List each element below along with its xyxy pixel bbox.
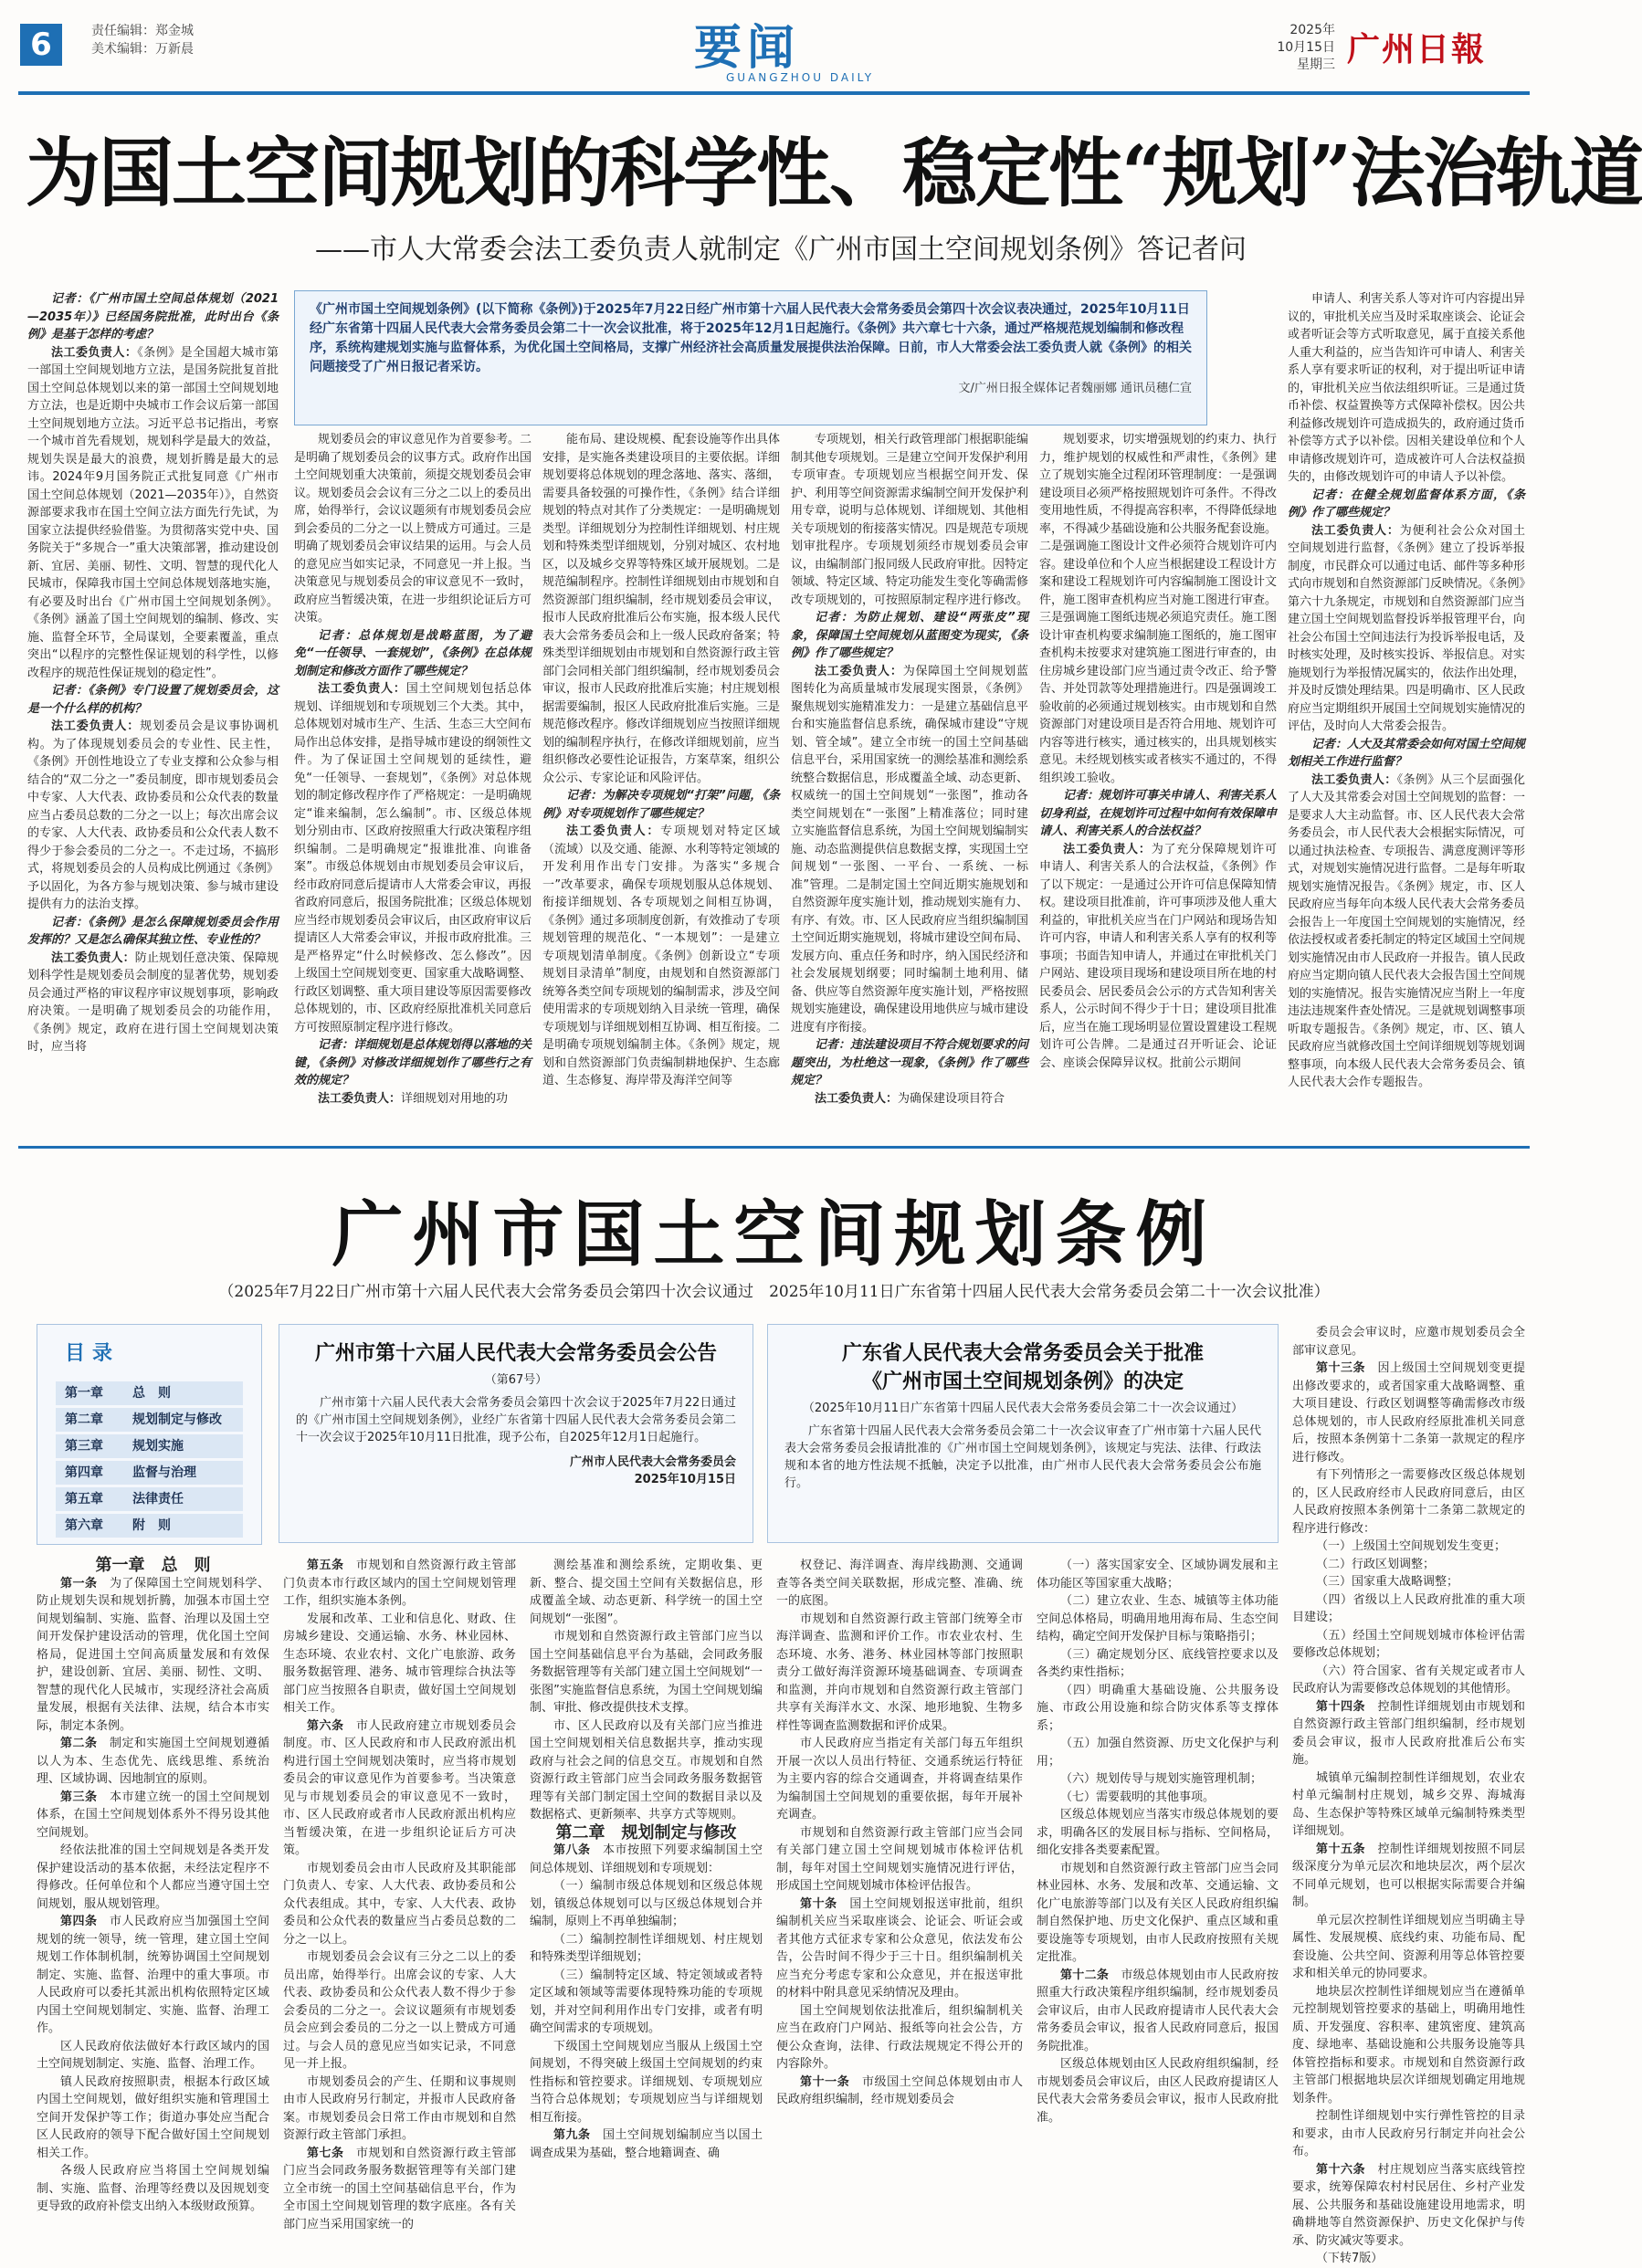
art-editor-line: 美术编辑：万新晨 — [91, 42, 194, 57]
paragraph: （一）上级国土空间规划发生变更； — [1316, 1539, 1507, 1553]
article-text: 因上级国土空间规划变更提出修改要求的，或者国家重大战略调整、重大项目建设、行政区划调整等确需修改市级总体规划的，市人民政府经原批准机关同意后，按照本条例第十二条第一款规定的程序进行修改。 — [1292, 1361, 1525, 1465]
regulation-column-4 — [776, 1557, 1023, 2200]
interview-answer — [27, 344, 279, 683]
paragraph: 控制性详细规划中实行弹性管控的目录和要求，由市人民政府另行制定并向社会公布。 — [1292, 2109, 1525, 2158]
article — [776, 2074, 1023, 2109]
interview-answer — [27, 950, 279, 1056]
toc-chapter-number: 第四章 — [65, 1465, 103, 1480]
chapter-heading: 第一章 总 则 — [95, 1556, 211, 1575]
interview-question: 记者：规划许可事关申请人、利害关系人切身利益，在规划许可过程中如何有效保障申请人、利害关系人的合法权益？ — [1039, 789, 1278, 838]
paragraph: 市、区人民政府以及有关部门应当推进国土空间规划相关信息数据共享，推动实现政府与社会之间的信息交互。市规划和自然资源行政主管部门应当会同政务服务数据管理等有关部门制定国土空间的数据目录以及数据格式、更新频率、共享方式等规则。 — [530, 1718, 763, 1822]
article — [37, 1913, 269, 2038]
decision-body: 广东省第十四届人民代表大会常务委员会第二十一次会议审查了广州市第十六届人民代表大会常务委员会报请批准的《广州市国土空间规划条例》，该规定与宪法、法律、行政法规和本省的地方性法规不抵触，决定予以批准，由广州市人民代表大会常务委员会公布施行。 — [784, 1424, 1261, 1490]
toc-item — [56, 1514, 243, 1538]
interview-answer — [1039, 841, 1277, 1073]
article-label: 第二条 — [60, 1737, 110, 1750]
paragraph: 城镇单元编制控制性详细规划，农业农村单元编制村庄规划，城乡交界、海城海岛、生态保护等特殊区域单元编制特殊类型详细规划。 — [1292, 1770, 1525, 1838]
announcement-signature — [296, 1454, 736, 1488]
toc-chapter-number: 第二章 — [65, 1412, 103, 1427]
article-text: 市级总体规划由市人民政府按照重大行政决策程序组织编制，经市规划委员会审议后，由市人民政府提请市人民代表大会常务委员会审议，报省人民政府同意后，报国务院批准。 — [1037, 1968, 1279, 2053]
interview-question: 记者：违法建设项目不符合规划要求的问题突出，为杜绝这一现象，《条例》作了哪些规定？ — [791, 1038, 1029, 1087]
article-label: 第九条 — [553, 2128, 603, 2142]
intro-text: 《广州市国土空间规划条例》(以下简称《条例》)于2025年7月22日经广州市第十六届人民代表大会常务委员会第四十次会议表决通过，2025年10月11日经广东省第十四届人民代表大会常务委员会第二十一次会议批准，将于2025年12月1日起施行。《条例》共六章七十六条，通过严格规范规划编制和修改程序，系统构建规划实施与监督体系，为优化国土空间格局，支撑广州经济社会高质量发展提供法治保障。日前，市人大常委会法工委负责人就《条例》的相关问题接受了广州日报记者采访。 — [310, 302, 1192, 374]
paragraph: 委员会会审议时，应邀市规划委员会全部审议意见。 — [1292, 1326, 1525, 1358]
article-text: 村庄规划应当落实底线管控要求，统筹保障农村村民居住、乡村产业发展、公共服务和基础设施建设用地需求，明确耕地等自然资源保护、历史文化保护与传承、防灾减灾等要求。 — [1292, 2162, 1525, 2248]
toc-chapter-number: 第六章 — [65, 1518, 103, 1533]
answer-speaker: 法工委负责人： — [1063, 842, 1152, 856]
answer-speaker: 法工委负责人： — [815, 664, 903, 678]
paragraph: 市规划委员会会议有三分之二以上的委员出席，始得举行。出席会议的专家、人大代表、政协委员和公众代表人数不得少于参会委员的二分之一。会议议题须有市规划委员会应到会委员的二分之一以上赞成方可通过。与会人员的意见应当如实记录，不同意见一并上报。 — [283, 1950, 516, 2071]
paragraph: 有下列情形之一需要修改区级总体规划的，区人民政府经市人民政府同意后，由区人民政府按照本条例第十二条第二款规定的程序进行修改： — [1292, 1468, 1525, 1536]
article-label: 第八条 — [553, 1843, 603, 1857]
answer-text: 专项规划对特定区域（流域）以及交通、能源、水利等特定领域的开发利用作出专门安排。为落实“多规合一”改革要求，确保专项规划服从总体规划、衔接详细规划、各专项规划之间相互协调，《条例》通过多项制度创新，有效推动了专项规划管理的规范化、“一本规划”：一是建立专项规划清单制度。《条例》创新设立“专项规划目录清单”制度，由规划和自然资源部门统筹各类空间专项规划的编制需求，涉及空间使用需求的专项规划纳入目录统一管理，确保专项规划与详细规划相互协调、相互衔接。二是明确专项规划编制主体。《条例》规定，规划和自然资源部门负责编制耕地保护、生态廊道、生态修复、海岸带及海洋空间等 — [542, 824, 781, 1087]
interview-answer — [27, 718, 279, 914]
issue-month-day: 10月15日 — [1277, 40, 1335, 55]
answer-text: 为保障国土空间规划蓝图转化为高质量城市发展现实图景，《条例》聚焦规划实施精准发力：一是建立基础信息平台和实施监督信息系统，确保城市建设“守规划、管全域”。建立全市统一的国土空间基础信息平台，采用国家统一的测绘基准和测绘系统整合数据信息，形成覆盖全域、动态更新、权威统一的国土空间规划“一张图”，推动各类空间规划在“一张图”上精准落位；同时建立实施监督信息系统，为国土空间规划编制实施、动态监测提供信息数据支撑，实现国土空间规划“一张图、一平台、一系统、一标准”管理。二是制定国土空间近期实施规划和自然资源年度实施计划，推动规划实施有力、有序、有效。市、区人民政府应当组织编制国土空间近期实施规划，将城市建设空间布局、发展方向、重点任务和时序，纳入国民经济和社会发展规划纲要；同时编制土地利用、储备、供应等自然资源年度实施计划，严格按照规划实施建设，确保建设用地供应与城市建设进度有序衔接。 — [791, 664, 1029, 1034]
issue-weekday: 星期三 — [1297, 58, 1335, 72]
decision-title-1: 广东省人民代表大会常务委员会关于批准 — [841, 1341, 1204, 1365]
announcement-number: （第67号） — [484, 1373, 548, 1387]
paragraph: 下级国土空间规划应当服从上级国土空间规划，不得突破上级国土空间规划的约束性指标和管控要求。详细规划、专项规划应当符合总体规划；专项规划应当与详细规划相互衔接。 — [530, 2039, 763, 2125]
toc-chapter-name: 附 则 — [132, 1518, 171, 1533]
interview-question: 记者：《条例》专门设置了规划委员会，这是一个什么样的机构？ — [27, 684, 279, 716]
article-text: 控制性详细规划按照不同层级深度分为单元层次和地块层次，两个层次不同单元规划，也可以根据实际需要合并编制。 — [1292, 1842, 1525, 1909]
paragraph: （五）加强自然资源、历史文化保护与利用； — [1037, 1737, 1279, 1769]
toc-item — [56, 1408, 243, 1432]
article — [1292, 1360, 1525, 1466]
paragraph: 区人民政府依法做好本行政区域内的国土空间规划制定、实施、监督、治理工作。 — [37, 2039, 269, 2071]
answer-text: 详细规划对用地的功 — [401, 1091, 509, 1106]
paragraph: 单元层次控制性详细规划应当明确主导属性、发展规模、底线约束、功能布局、配套设施、公共空间、资源利用等总体管控要求和相关单元的协同要求。 — [1292, 1913, 1525, 1980]
answer-text: 《条例》从三个层面强化了人大及其常委会对国土空间规划的监督：一是要求人大主动监督。市、区人民代表大会常务委员会，市人民代表大会根据实际情况，可以通过执法检查、专项报告、满意度测评等形式，对规划实施情况进行监督。二是每年听取规划实施情况报告。《条例》规定，市、区人民政府应当每年向本级人民代表大会常务委员会报告上一年度国土空间规划的实施情况，经依法授权或者委托制定的特定区域国土空间规划实施情况由市人民政府一并报告。镇人民政府应当定期向镇人民代表大会报告国土空间规划的实施情况。报告实施情况应当附上一年度违法违规案件查处情况。三是就规划调整事项听取专题报告。《条例》规定，市、区、镇人民政府应当就修改国土空间详细规划等规划调整事项，向本级人民代表大会常务委员会、镇人民代表大会作专题报告。 — [1288, 772, 1526, 1089]
paragraph: （下转7版） — [1316, 2252, 1384, 2265]
paragraph: 专项规划，相关行政管理部门根据职能编制其他专项规划。三是建立空间开发保护利用专项审查。专项规划应当根据空间开发、保护、利用等空间资源需求编制空间开发保护利用专章，说明与总体规划、详细规划、其他相关专项规划的衔接落实情况。四是规范专项规划审批程序。专项规划须经市规划委员会审议，由编制部门报同级人民政府审批。因特定领域、特定区域、特定功能发生变化等确需修改专项规划的，可按照原制定程序进行修改。 — [791, 433, 1029, 607]
regulation-column-3 — [530, 1557, 763, 2200]
regulation-column-1 — [37, 1556, 269, 2213]
article-text: 国土空间规划报送审批前，组织编制机关应当采取座谈会、论证会、听证会或者其他方式征求专家和公众意见，依法发布公告，公告时间不得少于三十日。组织编制机关应当充分考虑专家和公众意见，并在报送审批的材料中附具意见采纳情况及理由。 — [776, 1896, 1023, 2000]
toc-chapter-name: 规划制定与修改 — [132, 1412, 222, 1427]
paragraph: （三）确定规划分区、底线管控要求以及各类约束性指标； — [1037, 1647, 1279, 1679]
interview-question: 记者：详细规划是总体规划得以落地的关键，《条例》对修改详细规划作了哪些行之有效的规定？ — [294, 1038, 532, 1087]
header-divider — [18, 91, 1530, 95]
answer-speaker: 法工委负责人： — [51, 719, 141, 733]
intro-box — [294, 290, 1207, 425]
interview-column-4 — [791, 431, 1028, 1135]
article — [1292, 2161, 1525, 2251]
toc-chapter-name: 总 则 — [132, 1386, 171, 1401]
answer-speaker: 法工委负责人： — [566, 824, 661, 838]
article — [530, 1842, 763, 1877]
article-text: 市人民政府应当加强国土空间规划的统一领导，统一管理，建立国土空间规划工作体制机制，统筹协调国土空间规划制定、实施、监督、治理中的重大事项。市人民政府可以委托其派出机构依照特定区域内国土空间规划制定、实施、监督、治理工作。 — [37, 1915, 269, 2035]
article-label: 第四条 — [60, 1915, 110, 1928]
paragraph: （二）行政区划调整； — [1316, 1557, 1436, 1571]
answer-text: 为了充分保障规划许可申请人、利害关系人的合法权益，《条例》作了以下规定：一是通过公开许可信息保障知情权。建设项目批准前，许可事项涉及他人重大利益的，审批机关应当在门户网站和现场告知许可内容，申请人和利害关系人享有的权利等事项；书面告知申请人，并通过在审批机关门户网站、建设项目现场和建设项目所在地的村民委员会、居民委员会公示的方式告知利害关系人，公示时间不得少于十日；建设项目批准后，应当在施工现场明显位置设置建设工程规划许可公告牌。二是通过召开听证会、论证会、座谈会保障异议权。批前公示期间 — [1039, 842, 1278, 1070]
paragraph: 镇人民政府按照职责，根据本行政区域内国土空间规划，做好组织实施和管理国土空间开发保护等工作；街道办事处应当配合区人民政府的领导下配合做好国土空间规划相关工作。 — [37, 2074, 269, 2160]
paragraph: （六）规划传导与规划实施管理机制； — [1060, 1772, 1263, 1786]
interview-question: 记者：在健全规划监督体系方面，《条例》作了哪些规定？ — [1288, 488, 1525, 520]
article-label: 第十三条 — [1316, 1361, 1378, 1375]
paragraph: 各级人民政府应当将国土空间规划编制、实施、监督、治理等经费以及因规划变更导致的政府补偿支出纳入本级财政预算。 — [37, 2164, 269, 2213]
section-divider — [18, 1146, 1530, 1149]
paragraph: 权登记、海洋调查、海岸线勘测、交通调查等各类空间关联数据，形成完整、准确、统一的底图。 — [776, 1559, 1023, 1608]
editor-line: 责任编辑：郑金城 — [91, 24, 194, 38]
article — [776, 1895, 1023, 2002]
toc-chapter-name: 法律责任 — [132, 1492, 184, 1507]
paragraph: 测绘基准和测绘系统，定期收集、更新、整合、提交国土空间有关数据信息，形成覆盖全域、动态更新、科学统一的国土空间规划“一张图”。 — [530, 1559, 763, 1626]
article — [1292, 1698, 1525, 1769]
interview-answer — [294, 1090, 532, 1108]
sub-headline: ——市人大常委会法工委负责人就制定《广州市国土空间规划条例》答记者问 — [315, 234, 1247, 266]
interview-question: 记者：《条例》是怎么保障规划委员会作用发挥的？又是怎么确保其独立性、专业性的？ — [27, 915, 279, 947]
paragraph: （四）省级以上人民政府批准的重大项目建设； — [1292, 1592, 1525, 1624]
interview-answer — [791, 663, 1028, 1037]
toc-chapter-name: 监督与治理 — [132, 1465, 196, 1480]
paragraph: （二）编制控制性详细规划、村庄规划和特殊类型详细规划； — [530, 1932, 763, 1964]
article — [283, 1557, 516, 1611]
article-text: 国土空间规划编制应当以国土调查成果为基础，整合地籍调查、确 — [530, 2128, 763, 2160]
answer-speaker: 法工委负责人： — [51, 345, 138, 360]
paragraph: 经依法批准的国土空间规划是各类开发保护建设活动的基本依据，未经法定程序不得修改。任何单位和个人都应当遵守国土空间规划，服从规划管理。 — [37, 1843, 269, 1911]
article-label: 第十二条 — [1060, 1968, 1121, 1982]
article-text: 市人民政府建立市规划委员会制度。市、区人民政府和市人民政府派出机构进行国土空间规划决策时，应当将市规划委员会的审议意见作为首要参考。当决策意见与市规划委员会的审议意见不一致时，市、区人民政府或者市人民政府派出机构应当暂缓决策，在进一步组织论证后方可决策。 — [283, 1718, 516, 1857]
interview-question: 记者：为解决专项规划“打架”问题，《条例》对专项规划作了哪些规定？ — [542, 789, 780, 821]
article-text: 为了保障国土空间规划科学、防止规划失误和规划折腾，加强本市国土空间规划编制、实施、监督、治理以及国土空间开发保护建设活动的管理，优化国土空间格局，促进国土空间高质量发展和有效保护，建设创新、宜居、美丽、韧性、文明、智慧的现代化人民城市，实现经济社会高质量发展，根据有关法律、法规，结合本市实际，制定本条例。 — [37, 1576, 269, 1733]
toc-chapter-name: 规划实施 — [132, 1439, 184, 1454]
page-number: 6 — [20, 24, 62, 66]
paragraph: 市人民政府应当指定有关部门每五年组织开展一次以人员出行特征、交通系统运行特征为主要内容的综合交通调查，并将调查结果作为编制国土空间规划的重要依据，每年开展补充调查。 — [776, 1737, 1023, 1822]
paragraph: 规划委员会的审议意见作为首要参考。二是明确了规划委员会的议事方式。政府作出国土空间规划重大决策前，须提交规划委员会审议。规划委员会会议有三分之二以上的委员出席，始得举行，会议议题须有市规划委员会应到会委员的二分之一以上赞成方可通过。三是明确了规划委员会审议结果的运用。与会人员的意见应当如实记录，不同意见一并上报。当决策意见与规划委员会的审议意见不一致时，政府应当暂缓决策，在进一步组织论证后方可决策。 — [294, 433, 532, 625]
paragraph: 申请人、利害关系人等对许可内容提出异议的，审批机关应当及时采取座谈会、论证会或者听证会等方式听取意见，属于直接关系他人重大利益的，应当告知许可申请人、利害关系人享有要求听证的权利，对于提出听证申请的，审批机关应当依法组织听证。三是通过货币补偿、权益置换等方式保障补偿权。因公共利益修改规划许可造成损失的，政府通过货币补偿等方式予以补偿。因相关建设单位和个人申请修改规划许可，造成被许可人合法权益损失的，由修改规划许可的申请人予以补偿。 — [1288, 292, 1526, 484]
paragraph: 市规划委员会的产生、任期和议事规则由市人民政府另行制定，并报市人民政府备案。市规划委员会日常工作由市规划和自然资源行政主管部门承担。 — [283, 2074, 516, 2142]
article-label: 第十条 — [800, 1896, 850, 1911]
article — [37, 1575, 269, 1736]
article-text: 市规划和自然资源行政主管部门负责本市行政区域内的国土空间规划管理工作，组织实施本条例。 — [283, 1559, 516, 1608]
paragraph: 市规划和自然资源行政主管部门应当会同林业园林、水务、发展和改革、交通运输、文化广电旅游等部门以及有关区人民政府组织编制自然保护地、历史文化保护、重点区域和重要设施等专项规划，由市人民政府按照有关规定批准。 — [1037, 1861, 1279, 1964]
chapter-heading: 第二章 规划制定与修改 — [555, 1822, 737, 1843]
article — [1037, 1967, 1279, 2056]
article-text: 本市按照下列要求编制国土空间总体规划、详细规划和专项规划： — [530, 1843, 763, 1875]
answer-speaker: 法工委负责人： — [51, 950, 135, 965]
interview-column-3 — [542, 431, 780, 1135]
toc-chapter-number: 第五章 — [65, 1492, 103, 1507]
interview-column-6 — [1288, 290, 1525, 1135]
article-label: 第五条 — [307, 1559, 356, 1572]
paragraph: （六）符合国家、省有关规定或者市人民政府认为需要修改总体规划的其他情形。 — [1292, 1664, 1525, 1696]
article-label: 第十六条 — [1316, 2162, 1378, 2177]
approval-decision — [767, 1324, 1279, 1543]
issue-date — [1269, 22, 1335, 74]
interview-answer — [791, 1090, 1028, 1108]
section-title: 要闻 — [694, 20, 801, 76]
toc-item — [56, 1434, 243, 1458]
interview-column-5 — [1039, 431, 1277, 1135]
answer-text: 国土空间规划包括总体规划、详细规划和专项规划三个大类。其中，总体规划对城市生产、生活、生态三大空间布局作出总体安排，是指导城市建设的纲领性文件。为了保证国土空间规划的延续性，避免“一任领导、一套规划”，《条例》对总体规划的制定修改程序作了严格规定：一是明确规定“谁来编制，怎么编制”。市、区级总体规划分别由市、区政府按照重大行政决策程序组织编制。二是明确规定“报谁批准、向谁备案”。市级总体规划由市规划委员会审议后，经市政府同意后提请市人大常委会审议，再报省政府同意后，报国务院批准；区级总体规划应当经市规划委员会审议后，由区政府审议后提请区人大常委会审议，并报市政府批准。三是严格界定“什么时候修改、怎么修改”。因上级国土空间规划变更、国家重大战略调整、行政区划调整、重大项目建设等原因需要修改总体规划的，市、区政府经原批准机关同意后方可按照原制定程序进行修改。 — [294, 682, 532, 1034]
announcement-body: 广州市第十六届人民代表大会常务委员会第四十次会议于2025年7月22日通过的《广州市国土空间规划条例》，业经广东省第十四届人民代表大会常务委员会第二十一次会议于2025年10月11日批准，现予公布，自2025年12月1日起施行。 — [296, 1396, 736, 1444]
section-subtitle: GUANGZHOU DAILY — [726, 71, 875, 84]
article-text: 本市建立统一的国土空间规划体系，在国土空间规划体系外不得另设其他空间规划。 — [37, 1790, 269, 1840]
article-label: 第六条 — [307, 1718, 356, 1733]
issue-year: 2025年 — [1289, 23, 1335, 37]
interview-question: 记者：总体规划是战略蓝图，为了避免“一任领导、一套规划”，《条例》在总体规划制定和修改方面作了哪些规定？ — [294, 628, 532, 678]
article — [1292, 1841, 1525, 1912]
paragraph: （一）落实国家安全、区域协调发展和主体功能区等国家重大战略； — [1037, 1559, 1279, 1591]
paragraph: 地块层次控制性详细规划应当在遵循单元控制规划管控要求的基础上，明确用地性质、开发强度、容积率、建筑密度、建筑高度、绿地率、基础设施和公共服务设施等具体管控指标和要求。市规划和自然资源行政主管部门根据地块层次详细规划确定用地规划条件。 — [1292, 1984, 1525, 2105]
standing-committee-announcement — [279, 1324, 753, 1543]
toc-chapter-number: 第三章 — [65, 1439, 103, 1454]
regulation-title: 广州市国土空间规划条例 — [332, 1193, 1216, 1276]
article-label: 第一条 — [60, 1576, 110, 1591]
paragraph: （三）国家重大战略调整； — [1316, 1575, 1459, 1589]
announcement-title: 广州市第十六届人民代表大会常务委员会公告 — [314, 1341, 717, 1365]
paragraph: （五）经国土空间规划城市体检评估需要修改总体规划； — [1292, 1628, 1525, 1660]
article — [37, 1735, 269, 1789]
paragraph: 市规划和自然资源行政主管部门应当会同有关部门建立国土空间规划城市体检评估机制，每年对国土空间规划实施情况进行评估，形成国土空间规划城市体检评估报告。 — [776, 1825, 1023, 1893]
article-label: 第十一条 — [800, 2074, 862, 2089]
interview-column-1 — [27, 290, 279, 1135]
interview-question: 记者：为防止规划、建设“两张皮”现象，保障国土空间规划从蓝图变为现实，《条例》作了哪些规定？ — [791, 611, 1028, 660]
paragraph: （七）需要载明的其他事项。 — [1060, 1790, 1216, 1804]
article-label: 第三条 — [60, 1790, 110, 1804]
interview-question: 记者：《广州市国土空间总体规划（2021—2035年）》已经国务院批准，此时出台《条例》是基于怎样的考虑？ — [27, 292, 279, 341]
regulation-right-column — [1292, 1324, 1525, 2265]
byline: 文/广州日报全媒体记者魏丽娜 通讯员穗仁宣 — [958, 382, 1192, 395]
toc-item — [56, 1487, 243, 1511]
regulation-column-2 — [283, 1557, 516, 2231]
paragraph: （一）编制市级总体规划和区级总体规划，镇级总体规划可以与区级总体规划合并编制，原则上不再单独编制； — [530, 1879, 763, 1928]
answer-speaker: 法工委负责人： — [318, 682, 406, 696]
paragraph: 市规划和自然资源行政主管部门统筹全市海洋调查、监测和评价工作。市农业农村、生态环境、水务、港务、林业园林等部门按照职责分工做好海洋资源环境基础调查、专项调查和监测，并向市规划和自然资源行政主管部门共享有关海洋水文、水深、地形地貌、生物多样性等调查监测数据和评价成果。 — [776, 1612, 1023, 1733]
article — [283, 2145, 516, 2234]
article — [283, 1717, 516, 1860]
paragraph: 能布局、建设规模、配套设施等作出具体安排，是实施各类建设项目的主要依据。详细规划要将总体规划的理念落地、落实、落细，需要具备较强的可操作性，《条例》结合详细规划的特点对其作了分类规定：一是明确规划类型。详细规划分为控制性详细规划、村庄规划和特殊类型详细规划，分别对城区、农村地区，以及城乡交界等特殊区域开展规划。二是规范编制程序。控制性详细规划由市规划和自然资源部门组织编制，经市规划委员会审议，报市人民政府批准后公布实施，报本级人民代表大会常务委员会和上一级人民政府备案；特殊类型详细规划由市规划和自然资源行政主管部门会同相关部门组织编制，经市规划委员会审议，报市人民政府批准后实施；村庄规划根据需要编制，报区人民政府批准后实施。三是规范修改程序。修改详细规划应当按照详细规划的编制程序执行，在修改详细规划前，应当组织修改必要性论证报告，方案草案，组织公众公示、专家论证和风险评估。 — [542, 433, 781, 785]
interview-answer — [542, 823, 780, 1090]
answer-speaker: 法工委负责人： — [815, 1091, 899, 1106]
toc-title: 目录 — [65, 1342, 121, 1365]
paragraph: （四）明确重大基础设施、公共服务设施、市政公用设施和综合防灾体系等支撑体系； — [1037, 1683, 1279, 1733]
answer-speaker: 法工委负责人： — [1311, 772, 1397, 787]
announcement-date: 2025年10月15日 — [634, 1473, 736, 1486]
answer-speaker: 法工委负责人： — [1311, 523, 1400, 538]
decision-subtitle: （2025年10月11日广东省第十四届人民代表大会常务委员会第二十一次会议通过） — [802, 1402, 1244, 1415]
paragraph: （三）编制特定区域、特定领域或者特定区域和领域等需要体现特殊功能的专项规划，并对空间利用作出专门安排，或者有明确空间需求的专项规划。 — [530, 1968, 763, 2035]
article-text: 制定和实施国土空间规划遵循以人为本、生态优先、底线思维、系统治理、区域协调、因地制宜的原则。 — [37, 1737, 269, 1786]
answer-speaker: 法工委负责人： — [318, 1091, 402, 1106]
toc-chapter-number: 第一章 — [65, 1386, 103, 1401]
main-headline: 为国土空间规划的科学性、稳定性“规划”法治轨道 — [26, 130, 1642, 217]
toc-item — [56, 1461, 243, 1485]
answer-text: 为便利社会公众对国土空间规划进行监督，《条例》建立了投诉举报制度，市民群众可以通过电话、邮件等多种形式向市规划和自然资源部门反映情况。《条例》第六十九条规定，市规划和自然资源部门应当建立国土空间规划监督投诉举报管理平台，向社会公布国土空间违法行为投诉举报电话，及时核实处理，及时核实投诉、举报信息。对实施规划行为举报情况属实的，依法作出处理，并及时反馈处理结果。四是明确市、区人民政府应当定期组织开展国土空间规划实施情况的评估，及时向人大常委会报告。 — [1288, 523, 1526, 733]
interview-answer — [294, 680, 532, 1036]
paragraph: 国土空间规划依法批准后，组织编制机关应当在政府门户网站、报纸等向社会公告，方便公众查询，法律、行政法规规定不得公开的内容除外。 — [776, 2003, 1023, 2071]
article-text: 控制性详细规划由市规划和自然资源行政主管部门组织编制，经市规划委员会审议，报市人民政府批准后公布实施。 — [1292, 1699, 1525, 1767]
paragraph: 规划要求，切实增强规划的约束力、执行力，维护规划的权威性和严肃性，《条例》建立了规划实施全过程闭环管理制度：一是强调建设项目必须严格按照规划许可条件。不得改变用地性质，不得提高容积率，不得降低绿地率，不得减少基础设施和公共服务配套设施。二是强调施工图设计文件必须符合规划许可内容。建设单位和个人应当根据建设工程设计方案和建设工程规划许可内容编制施工图设计文件，施工图审查机构应当对施工图进行审查。三是强调施工图纸违规必须追究责任。施工图设计审查机构要求编制施工图纸的，施工图审查机构未按要求对建筑施工图进行审查的，由住房城乡建设部门应当通过责令改正、给予警告、并处罚款等处理措施进行。四是强调竣工验收前的必须通过规划核实。由市规划和自然资源部门对建设项目是否符合用地、规划许可内容等进行核实，通过核实的，出具规划核实意见。未经规划核实或者核实不通过的，不得组织竣工验收。 — [1039, 433, 1278, 785]
answer-text: 《条例》是全国超大城市第一部国土空间规划地方立法，是国务院批复首批国土空间总体规划以来的第一部国土空间规划地方立法，也是近期中央城市工作会议后第一部国土空间规划地方立法。习近平总书记指出，考察一个城市首先看规划，规划科学是最大的效益，规划失误是最大的浪费，规划折腾是最大的忌讳。2024年9月国务院正式批复同意《广州市国土空间总体规划（2021—2035年）》，自然资源部要求我市在国土空间立法方面先行先试，为国家立法提供经验借鉴。为贯彻落实党中央、国务院关于“多规合一”重大决策部署，推动建设创新、宜居、美丽、韧性、文明、智慧的现代化人民城市，保障我市国土空间总体规划落地实施，有必要及时出台《广州市国土空间规划条例》。《条例》涵盖了国土空间规划的编制、修改、实施、监督全环节，全局谋划，全要素覆盖，重点突出“以程序的完整性保证规划的科学性，以修改程序的规范性保证规划的稳定性”。 — [27, 345, 279, 680]
answer-text: 防止规划任意决策、保障规划科学性是规划委员会制度的显著优势，规划委员会通过严格的审议程序审议规划事项，影响政府决策。一是明确了规划委员会的功能作用，《条例》规定，政府在进行国土空间规划决策时，应当将 — [27, 950, 279, 1054]
article — [530, 2126, 763, 2162]
announcement-signer: 广州市人民代表大会常务委员会 — [569, 1455, 736, 1469]
paragraph: 市规划委员会由市人民政府及其职能部门负责人、专家、人大代表、政协委员和公众代表组成。其中，专家、人大代表、政协委员和公众代表的数量应当占委员总数的二分之一以上。 — [283, 1861, 516, 1947]
paragraph: 区级总体规划应当落实市级总体规划的要求，明确各区的发展目标与指标、空间格局，细化安排各类要素配置。 — [1037, 1808, 1279, 1857]
article-label: 第十四条 — [1316, 1699, 1378, 1714]
masthead-logo: 广州日報 — [1347, 30, 1487, 68]
interview-question: 记者：人大及其常委会如何对国土空间规划相关工作进行监督？ — [1288, 737, 1526, 769]
interview-column-2 — [294, 431, 532, 1135]
paragraph: 市规划和自然资源行政主管部门应当以国土空间基础信息平台为基础，会同政务服务数据管理等有关部门建立国土空间规划“一张图”实施监督信息系统，为国土空间规划编制、审批、修改提供技术支撑。 — [530, 1630, 763, 1715]
table-of-contents — [37, 1324, 262, 1545]
decision-title-2: 《广州市国土空间规划条例》的决定 — [861, 1370, 1184, 1393]
answer-text: 为确保建设项目符合 — [898, 1091, 1005, 1106]
article-label: 第十五条 — [1316, 1842, 1378, 1856]
editor-credits — [91, 22, 194, 58]
regulation-column-5 — [1037, 1557, 1279, 2200]
paragraph: 发展和改革、工业和信息化、财政、住房城乡建设、交通运输、水务、林业园林、生态环境、农业农村、文化广电旅游、政务服务数据管理、港务、城市管理综合执法等部门应当按照各自职责，做好国土空间规划相关工作。 — [283, 1612, 516, 1715]
paragraph: （二）建立农业、生态、城镇等主体功能空间总体格局，明确用地用海布局、生态空间结构，确定空间开发保护目标与策略指引； — [1037, 1594, 1279, 1643]
paragraph: 区级总体规划由区人民政府组织编制，经市规划委员会审议后，由区人民政府提请区人民代表大会常务委员会审议，报市人民政府批准。 — [1037, 2057, 1279, 2125]
answer-text: 规划委员会是议事协调机构。为了体现规划委员会的专业性、民主性，《条例》开创性地设立了专业支撑和公众参与相结合的“双二分之一”委员制度，即市规划委员会中专家、人大代表、政协委员和公众代表的数量应当占委员总数的二分之一以上；每次出席会议的专家、人大代表、政协委员和公众代表人数不得少于参会委员的二分之一。不走过场，不搞形式，将规划委员会的人员构成比例通过《条例》予以固化，为各方参与规划决策、参与城市建设提供有力的法治支撑。 — [27, 719, 279, 911]
article-label: 第七条 — [307, 2146, 356, 2160]
interview-answer — [1288, 522, 1525, 736]
article-text: 市级国土空间总体规划由市人民政府组织编制，经市规划委员会 — [776, 2074, 1023, 2106]
article — [37, 1789, 269, 1843]
toc-item — [56, 1381, 243, 1405]
interview-answer — [1288, 772, 1525, 1092]
regulation-approval-note: （2025年7月22日广州市第十六届人民代表大会常务委员会第四十次会议通过 2025年10月11日广东省第十四届人民代表大会常务委员会第二十一次会议批准） — [218, 1283, 1330, 1301]
article-text: 市规划和自然资源行政主管部门应当会同政务服务数据管理等有关部门建立全市统一的国土空间基础信息平台，作为全市国土空间规划管理的数字底座。各有关部门应当采用国家统一的 — [283, 2146, 516, 2231]
